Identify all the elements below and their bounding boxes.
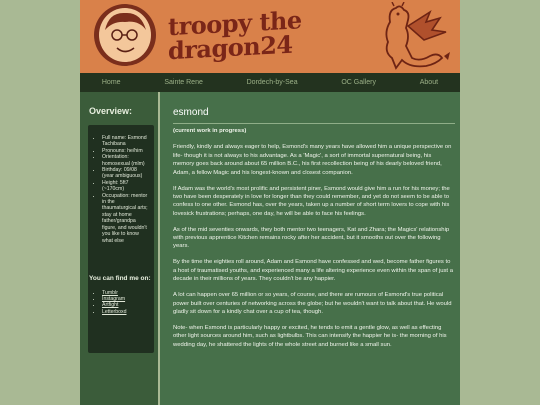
paragraph: As of the mid seventies onwards, they both mentor two teenagers, Kat and Zhara; the Magics' relationship with previous apprentice Kitchen remains rocky after her accident, but it smooths out over the following years. (173, 226, 450, 250)
link-instagram[interactable]: Instagram (102, 296, 126, 303)
overview-item: • Height: 5ft7 (~170cm) (102, 180, 150, 193)
overview-item: • Pronouns: he/him (102, 148, 150, 154)
page (80, 0, 460, 405)
sidebar (80, 92, 158, 405)
paragraph: A lot can happen over 65 million or so years, of course, and there are rumours of Esmond's true political power built over centuries of networking across the globe; but he wouldn't want to talk about that. He would gladly sit down for a kindly chat over a cup of tea, though. (173, 292, 452, 315)
link-artfight[interactable]: Artfight (102, 302, 119, 309)
avatar-face-icon (99, 8, 151, 62)
overview-heading: Overview: (89, 106, 133, 116)
header-banner (80, 0, 460, 73)
nav-about[interactable]: About (419, 79, 439, 86)
paragraph: By the time the eighties roll around, Adam and Esmond have confessed and wed, become father figures to a host of traumatised youths, and experienced many a life altering experience even within the span of just a decade in their millions of years. They couldn't be any happier. (173, 259, 453, 283)
site-title[interactable]: troopy the dragon24 (168, 5, 302, 66)
overview-item: • Orientation: homosexual (mlm) (102, 154, 150, 167)
overview-item: • Full name: Esmond Tachibana (102, 135, 150, 148)
paragraph: Friendly, kindly and always eager to help, Esmond's many years have allowed him a unique perspective on life- though it is not always to his advantage. As a 'Magic', a sort of immortal supernatural being, his memory goes back around about 65 million B.C., his first recollection being of his dearly beloved friend, Adam, a fellow Magic and his longest-known and closest companion. (173, 144, 452, 176)
nav-dordech-by-sea[interactable]: Dordech-by-Sea (246, 79, 298, 86)
paragraph: If Adam was the world's most prolific and persistent piner, Esmond would give him a run for his money; the two have been desperately in love for longer than they could remember, and yet do not seem to be able to confess to one other. Esmond has, over the years, taken up a number of short term lovers to cope with his lovesick frustrations; perhaps, one day, he will be able to face his feelings. (173, 185, 450, 217)
article-body (173, 127, 453, 357)
links-heading: You can find me on: (89, 275, 151, 282)
dragon-icon (360, 2, 452, 72)
title-divider (173, 123, 455, 124)
status-note: (current work in progress) (173, 128, 247, 134)
overview-item: • Birthday: 09/08 (year ambiguous) (102, 167, 150, 180)
link-tumblr[interactable]: Tumblr (102, 290, 118, 296)
link-letterboxd[interactable]: Letterboxd (102, 308, 127, 315)
main-nav (80, 73, 460, 92)
nav-sainte-rene[interactable]: Sainte Rene (164, 79, 203, 86)
nav-home[interactable]: Home (101, 79, 121, 86)
paragraph: Note- when Esmond is particularly happy or excited, he tends to emit a gentle glow, as well as effecting other light sources around him, such as lightbulbs. This can intensify the happier he is- the morning of his wedding day, he shattered the lights of the whole street and burned like a small sun. (173, 324, 447, 348)
main-content (160, 92, 460, 405)
social-links-box (88, 286, 154, 324)
overview-item: • Occupation: mentor in the thaumaturgical arts; stay at home father/grandpa figure, and wouldn't you like to know what else (102, 193, 150, 244)
nav-oc-gallery[interactable]: OC Gallery (341, 79, 376, 86)
page-title: esmond (173, 107, 209, 118)
